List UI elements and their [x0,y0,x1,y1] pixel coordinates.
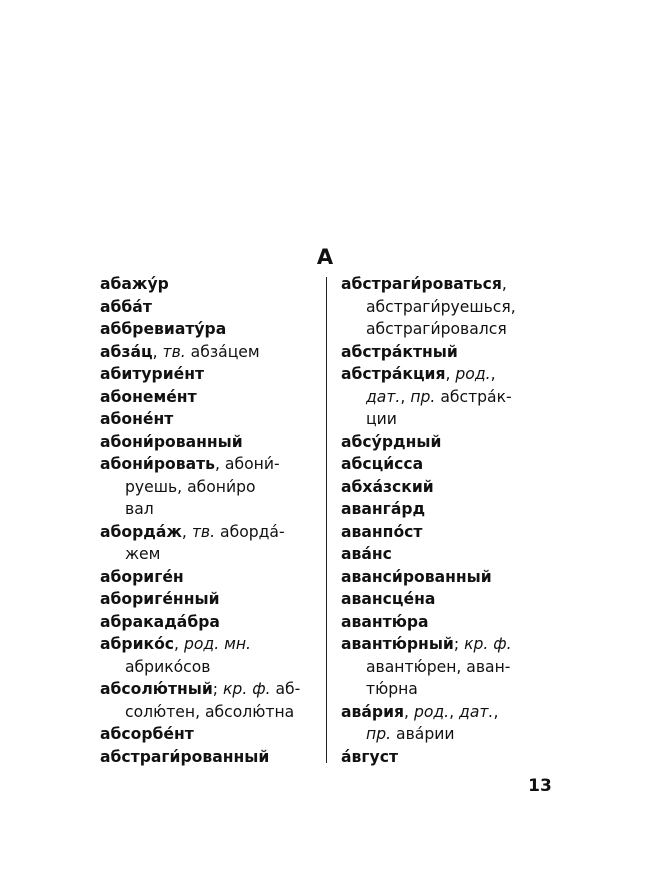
headword: абсорбе́нт [100,725,194,743]
entry-text: , [445,365,456,383]
headword: абажу́р [100,275,169,293]
entry-text: аб- [270,680,301,698]
grammar-label: род. [455,365,491,383]
dictionary-entry-line [341,588,551,611]
dictionary-entry-line [341,476,551,499]
dictionary-entry-line [100,386,315,409]
dictionary-entry-line [341,543,551,566]
entry-text: , [490,365,496,383]
dictionary-entry-line [100,453,315,476]
grammar-label: кр. ф. [223,680,271,698]
headword: абракада́бра [100,612,220,631]
dictionary-entry-line [100,633,315,656]
headword: абстра́ктный [341,342,458,361]
dictionary-entry-line [100,341,315,364]
dictionary-entry-line [341,746,551,769]
headword: абсци́сса [341,455,424,473]
entry-text: абстраги́ровался [366,320,507,338]
grammar-label: дат. [459,702,494,721]
entry-text: , [181,522,192,541]
dictionary-entry-line [341,431,551,454]
headword: ава́нс [341,545,392,563]
entry-text: , [501,275,507,293]
dictionary-entry-line [341,273,551,296]
headword: аббревиату́ра [100,320,227,338]
right-column [341,273,551,768]
entry-continuation-line [100,498,315,521]
entry-text: тю́рна [366,680,418,698]
headword: абсолю́тный [100,680,213,698]
headword: абха́зский [341,477,434,496]
entry-continuation-line [341,656,551,679]
headword: абсу́рдный [341,432,442,451]
dictionary-entry-line [100,746,315,769]
entry-continuation-line [100,476,315,499]
dictionary-entry-line [100,431,315,454]
grammar-label: род. [413,702,450,721]
section-letter: А [316,245,334,269]
grammar-label: пр. [366,725,392,743]
headword: абза́ц [100,342,153,361]
page-number: 13 [528,776,552,796]
entry-text: ; [212,680,224,698]
headword: авансце́на [341,590,436,608]
entry-text: солю́тен, абсолю́тна [125,702,295,721]
grammar-label: тв. [191,522,216,541]
entry-text: абрико́сов [125,657,211,676]
entry-continuation-line [341,296,551,319]
dictionary-entry-line [341,498,551,521]
headword: абони́ровать [100,455,215,473]
dictionary-entry-line [100,521,315,544]
entry-text: , [493,702,499,721]
dictionary-entry-line [100,318,315,341]
entry-text: жем [125,545,161,563]
entry-text: , абони́- [215,455,280,473]
grammar-label: дат. [366,387,401,406]
headword: абориге́нный [100,590,220,608]
entry-text: абза́цем [185,342,260,361]
grammar-label: тв. [162,342,186,361]
headword: абони́рованный [100,432,243,451]
dictionary-entry-line [100,408,315,431]
entry-text: ; [453,635,465,653]
dictionary-entry-line [341,701,551,724]
entry-continuation-line [100,701,315,724]
entry-text: руешь, абони́ро [125,477,256,496]
headword: абстраги́рованный [100,747,270,766]
dictionary-entry-line [100,273,315,296]
entry-text: , [404,702,414,721]
headword: аванга́рд [341,500,426,518]
grammar-label: пр. [410,387,436,406]
dictionary-entry-line [100,566,315,589]
entry-continuation-line [341,723,551,746]
column-divider [326,277,327,763]
entry-text: ава́рии [391,725,455,743]
headword: абстраги́роваться [341,275,502,293]
left-column [100,273,315,768]
dictionary-entry-line [341,566,551,589]
entry-text: , [449,702,460,721]
headword: авантю́рный [341,635,454,653]
dictionary-entry-line [100,363,315,386]
headword: аванпо́ст [341,522,423,541]
dictionary-entry-line [100,588,315,611]
entry-text: , [152,342,163,361]
headword: абрико́с [100,635,175,653]
dictionary-entry-line [100,611,315,634]
dictionary-entry-line [341,521,551,544]
entry-text: авантю́рен, аван- [366,657,511,676]
entry-continuation-line [341,408,551,431]
entry-continuation-line [341,386,551,409]
headword: абба́т [100,297,152,316]
headword: абитурие́нт [100,365,205,383]
dictionary-entry-line [341,611,551,634]
headword: абориге́н [100,567,184,586]
headword: аборда́ж [100,522,182,541]
headword: аванси́рованный [341,567,492,586]
dictionary-entry-line [100,678,315,701]
entry-continuation-line [341,678,551,701]
dictionary-entry-line [341,341,551,364]
grammar-label: кр. ф. [464,635,512,653]
headword: абстра́кция [341,365,446,383]
entry-text: абстра́к- [435,387,512,406]
entry-continuation-line [100,656,315,679]
entry-text: ции [366,410,397,428]
entry-text: , [400,387,411,406]
headword: абонеме́нт [100,387,197,406]
entry-continuation-line [341,318,551,341]
entry-text: , [174,635,184,653]
entry-text: вал [125,500,154,518]
dictionary-entry-line [341,633,551,656]
headword: а́вгуст [341,747,398,766]
dictionary-entry-line [341,363,551,386]
entry-continuation-line [100,543,315,566]
entry-text: абстраги́руешься, [366,297,516,316]
entry-text: аборда́- [215,522,285,541]
dictionary-entry-line [341,453,551,476]
grammar-label: род. мн. [183,635,252,653]
headword: ава́рия [341,702,405,721]
headword: абоне́нт [100,410,174,428]
dictionary-entry-line [100,723,315,746]
headword: авантю́ра [341,612,429,631]
dictionary-entry-line [100,296,315,319]
